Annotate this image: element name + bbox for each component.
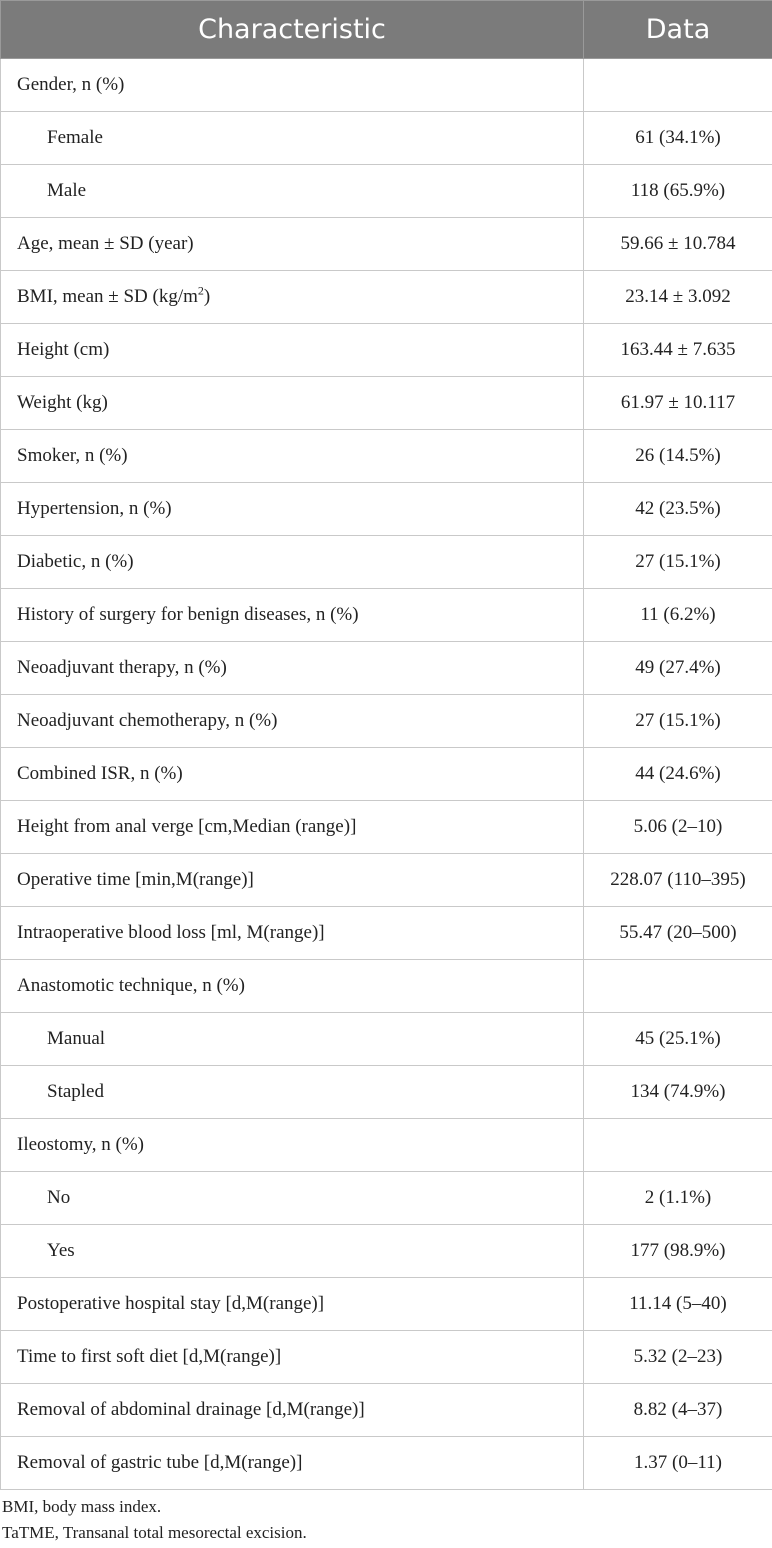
table-header	[1, 1, 772, 59]
row-value: 118 (65.9%)	[584, 165, 772, 218]
row-label-text: Ileostomy, n (%)	[17, 1134, 144, 1155]
table-row	[1, 1225, 772, 1278]
table-row	[1, 1066, 772, 1119]
row-label-text: Time to first soft diet [d,M(range)]	[17, 1346, 282, 1367]
footnotes	[2, 1494, 307, 1546]
table-row	[1, 589, 772, 642]
row-value: 11 (6.2%)	[584, 589, 772, 642]
table-row	[1, 536, 772, 589]
row-label	[1, 1331, 584, 1384]
row-value: 44 (24.6%)	[584, 748, 772, 801]
row-label	[1, 1172, 584, 1225]
row-label-text: Weight (kg)	[17, 392, 108, 413]
row-label	[1, 801, 584, 854]
row-label	[1, 1278, 584, 1331]
row-label-text: Smoker, n (%)	[17, 445, 128, 466]
row-label	[1, 271, 584, 324]
table-row	[1, 695, 772, 748]
row-label	[1, 642, 584, 695]
row-value: 177 (98.9%)	[584, 1225, 772, 1278]
table-row	[1, 218, 772, 271]
table-row	[1, 801, 772, 854]
row-label-text: Combined ISR, n (%)	[17, 763, 183, 784]
row-value: 23.14 ± 3.092	[584, 271, 772, 324]
row-value: 61.97 ± 10.117	[584, 377, 772, 430]
footnote-tatme: TaTME, Transanal total mesorectal excision.	[2, 1523, 307, 1542]
row-value: 2 (1.1%)	[584, 1172, 772, 1225]
table-row	[1, 324, 772, 377]
row-value: 55.47 (20–500)	[584, 907, 772, 960]
row-value: 49 (27.4%)	[584, 642, 772, 695]
header-characteristic: Characteristic	[1, 1, 584, 59]
table-row	[1, 112, 772, 165]
row-label-text: Height from anal verge [cm,Median (range)]	[17, 816, 357, 837]
row-value: 59.66 ± 10.784	[584, 218, 772, 271]
row-value: 27 (15.1%)	[584, 536, 772, 589]
table-row	[1, 1119, 772, 1172]
row-label-text: Neoadjuvant chemotherapy, n (%)	[17, 710, 278, 731]
row-label-text: Intraoperative blood loss [ml, M(range)]	[17, 922, 325, 943]
row-value: 61 (34.1%)	[584, 112, 772, 165]
table-row	[1, 165, 772, 218]
row-label	[1, 1437, 584, 1490]
row-label	[1, 960, 584, 1013]
row-label-text: Female	[47, 127, 103, 148]
table-row	[1, 1437, 772, 1490]
row-label-text: Male	[47, 180, 87, 201]
row-value	[584, 1119, 772, 1172]
row-label-text: Height (cm)	[17, 339, 110, 360]
table-row	[1, 907, 772, 960]
row-value: 45 (25.1%)	[584, 1013, 772, 1066]
row-value: 26 (14.5%)	[584, 430, 772, 483]
table-row	[1, 642, 772, 695]
row-value: 5.06 (2–10)	[584, 801, 772, 854]
table-row	[1, 1013, 772, 1066]
row-label	[1, 430, 584, 483]
table-row	[1, 748, 772, 801]
row-value: 163.44 ± 7.635	[584, 324, 772, 377]
row-value: 5.32 (2–23)	[584, 1331, 772, 1384]
row-value: 11.14 (5–40)	[584, 1278, 772, 1331]
row-label	[1, 1225, 584, 1278]
table-row	[1, 960, 772, 1013]
table-row	[1, 854, 772, 907]
table-row	[1, 1172, 772, 1225]
row-label	[1, 854, 584, 907]
row-label-superscript: 2	[197, 283, 204, 298]
row-label	[1, 589, 584, 642]
row-label-text: History of surgery for benign diseases, n (%)	[17, 604, 359, 625]
row-label-text: Removal of abdominal drainage [d,M(range)]	[17, 1399, 365, 1420]
row-value	[584, 59, 772, 112]
table-row	[1, 1331, 772, 1384]
table-row	[1, 271, 772, 324]
row-label	[1, 1384, 584, 1437]
row-value: 27 (15.1%)	[584, 695, 772, 748]
row-label-text: BMI, mean ± SD (kg/m	[17, 286, 198, 307]
row-label-text: Stapled	[47, 1081, 104, 1102]
row-label-suffix: )	[203, 286, 211, 307]
row-label-text: No	[47, 1187, 71, 1208]
row-label	[1, 1119, 584, 1172]
row-label-text: Diabetic, n (%)	[17, 551, 134, 572]
row-label	[1, 1066, 584, 1119]
row-label	[1, 377, 584, 430]
row-label	[1, 536, 584, 589]
row-value: 228.07 (110–395)	[584, 854, 772, 907]
row-value: 8.82 (4–37)	[584, 1384, 772, 1437]
row-value: 42 (23.5%)	[584, 483, 772, 536]
row-label	[1, 748, 584, 801]
row-value: 1.37 (0–11)	[584, 1437, 772, 1490]
row-label-text: Gender, n (%)	[17, 74, 125, 95]
row-label	[1, 112, 584, 165]
table-row	[1, 377, 772, 430]
row-label-text: Hypertension, n (%)	[17, 498, 172, 519]
row-label-text: Anastomotic technique, n (%)	[17, 975, 245, 996]
row-label	[1, 695, 584, 748]
row-label	[1, 324, 584, 377]
row-value: 134 (74.9%)	[584, 1066, 772, 1119]
header-row	[1, 1, 772, 59]
table-row	[1, 1278, 772, 1331]
row-label-text: Manual	[47, 1028, 106, 1049]
table-row	[1, 59, 772, 112]
table-row	[1, 1384, 772, 1437]
row-value	[584, 960, 772, 1013]
row-label-text: Yes	[47, 1240, 75, 1261]
footnote-bmi: BMI, body mass index.	[2, 1497, 162, 1516]
table-row	[1, 483, 772, 536]
row-label	[1, 1013, 584, 1066]
row-label-text: Removal of gastric tube [d,M(range)]	[17, 1452, 303, 1473]
row-label-text: Postoperative hospital stay [d,M(range)]	[17, 1293, 325, 1314]
row-label	[1, 59, 584, 112]
table-body	[1, 59, 772, 1490]
row-label	[1, 165, 584, 218]
row-label-text: Neoadjuvant therapy, n (%)	[17, 657, 227, 678]
row-label	[1, 218, 584, 271]
row-label	[1, 907, 584, 960]
row-label-text: Operative time [min,M(range)]	[17, 869, 254, 890]
row-label	[1, 483, 584, 536]
table-row	[1, 430, 772, 483]
row-label-text: Age, mean ± SD (year)	[17, 233, 194, 254]
header-data: Data	[584, 1, 772, 59]
